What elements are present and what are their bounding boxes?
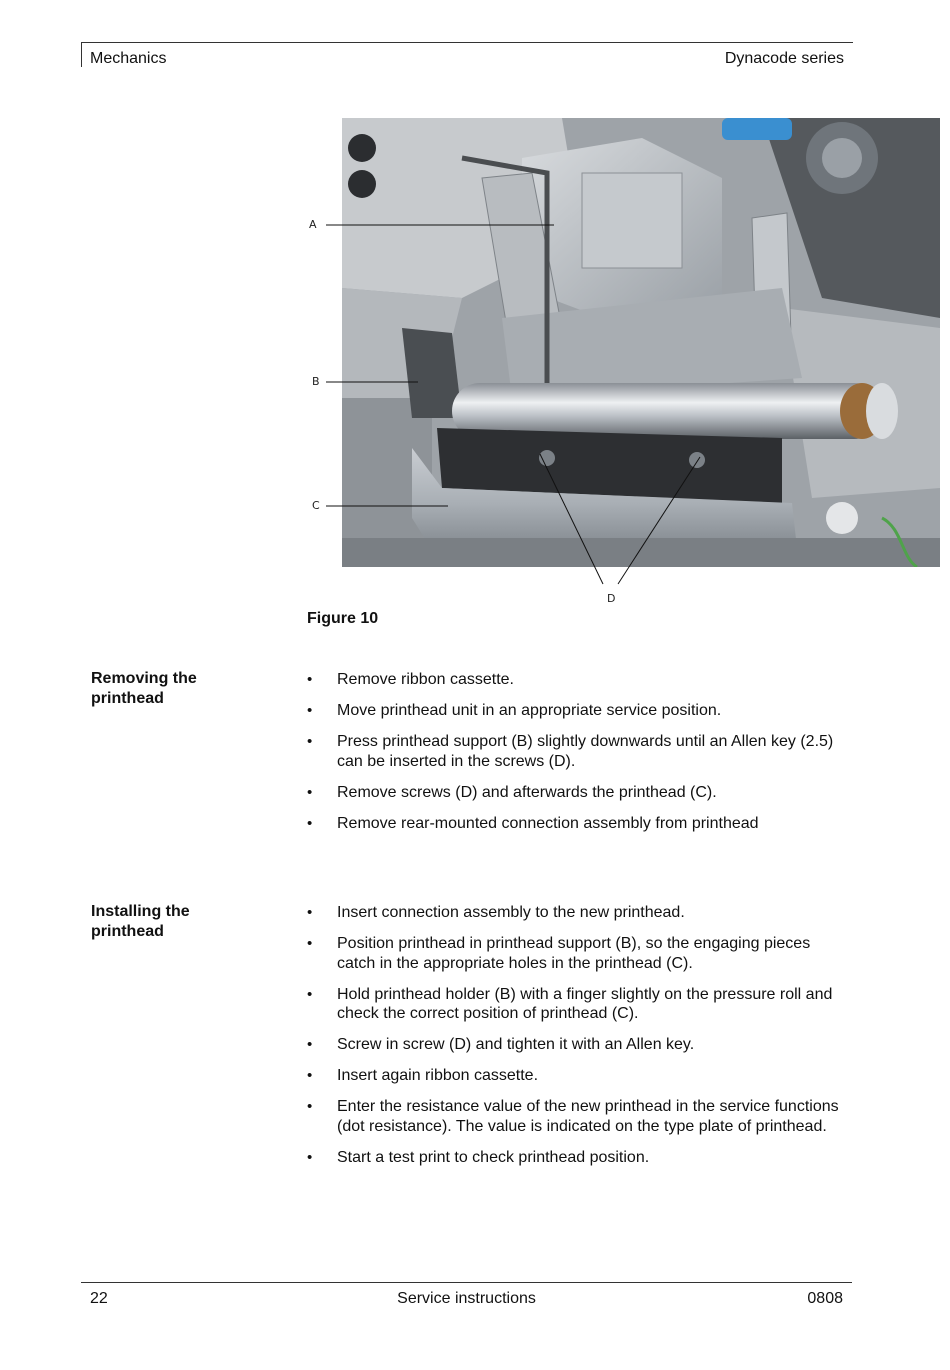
list-item: • Press printhead support (B) slightly downwards until an Allen key (2.5) can be inserted in the screws (D). [307,732,847,771]
page-header [81,42,853,67]
header-product-series: Dynacode series [724,50,844,67]
list-item: • Remove ribbon cassette. [307,670,847,690]
section-title-installing-line1: Installing the [91,903,190,920]
section-title-removing-line1: Removing the [91,670,197,687]
section-title-installing-line2: printhead [91,923,164,940]
list-item: • Insert again ribbon cassette. [307,1066,847,1086]
list-item: • Screw in screw (D) and tighten it with an Allen key. [307,1035,847,1055]
callout-label-d: D [607,592,616,605]
footer-document-title: Service instructions [397,1290,536,1307]
figure-caption: Figure 10 [307,610,379,627]
figure-10 [300,110,945,610]
section-title-removing [91,669,271,709]
callout-label-a: A [309,218,317,231]
page-number: 22 [90,1290,108,1307]
list-item: • Move printhead unit in an appropriate service position. [307,701,847,721]
section-title-removing-line2: printhead [91,690,164,707]
callout-label-c: C [312,499,320,512]
callout-label-b: B [312,375,320,388]
list-item: • Enter the resistance value of the new printhead in the service functions (dot resistance). The value is indicated on the type plate of printhead. [307,1097,847,1136]
section-title-installing [91,902,271,942]
page-footer [81,1282,852,1313]
list-item: • Start a test print to check printhead position. [307,1148,847,1168]
list-item: • Hold printhead holder (B) with a finger slightly on the pressure roll and check the correct position of printhead (C). [307,985,847,1024]
list-item: • Position printhead in printhead support (B), so the engaging pieces catch in the appropriate holes in the printhead (C). [307,934,847,973]
footer-revision-code: 0808 [807,1290,843,1307]
removing-steps-list [307,670,847,845]
list-item: • Remove screws (D) and afterwards the printhead (C). [307,783,847,803]
figure-callout-lines [300,110,945,610]
installing-steps-list [307,903,847,1179]
list-item: • Remove rear-mounted connection assembly from printhead [307,814,847,834]
list-item: • Insert connection assembly to the new printhead. [307,903,847,923]
header-section-title: Mechanics [90,50,167,67]
